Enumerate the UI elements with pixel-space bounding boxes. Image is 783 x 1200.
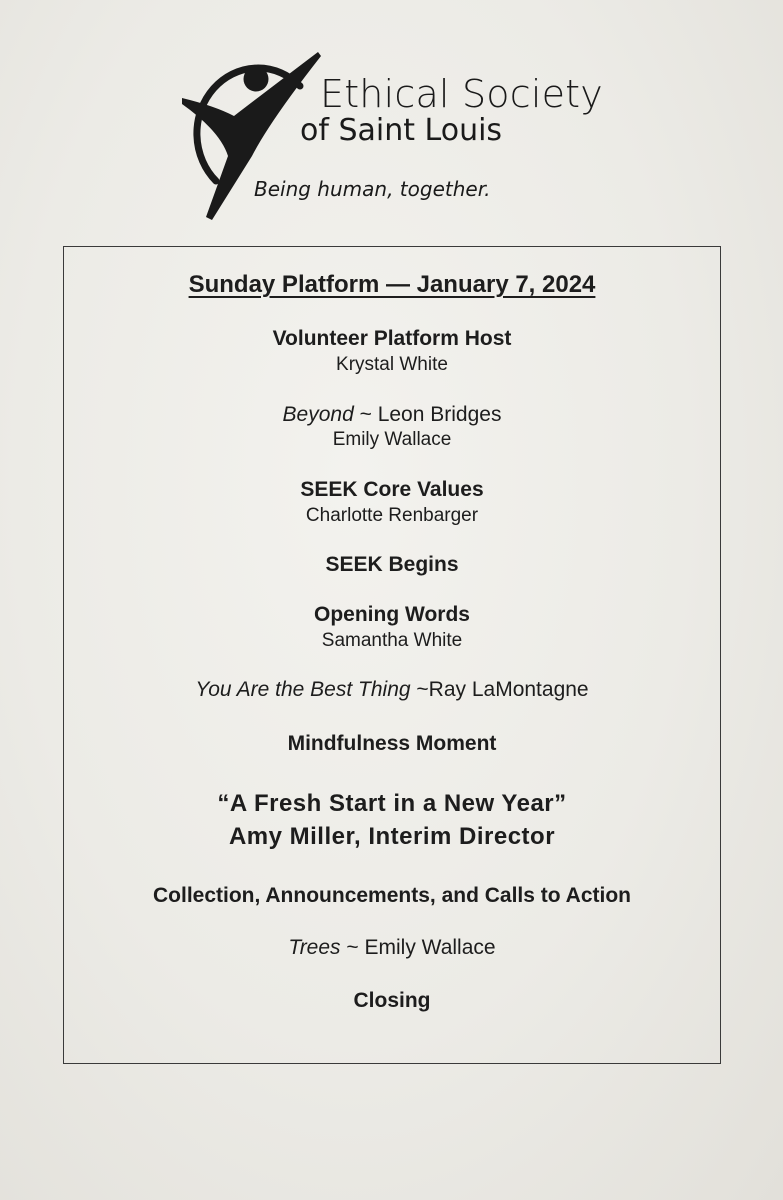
item-heading: Closing — [353, 989, 431, 1012]
org-name: Ethical Society — [320, 72, 603, 116]
item-person: Charlotte Renbarger — [305, 505, 479, 526]
work-title: You Are the Best Thing — [195, 678, 411, 701]
item-heading: Volunteer Platform Host — [272, 327, 512, 350]
item-heading: Opening Words — [314, 603, 470, 626]
artist: Ray LaMontagne — [428, 678, 589, 701]
music-item — [64, 678, 720, 702]
program-title: Sunday Platform — January 7, 2024 — [188, 271, 596, 298]
item-heading: Collection, Announcements, and Calls to Action — [153, 884, 631, 907]
item-person: Emily Wallace — [332, 429, 452, 450]
artist: Leon Bridges — [377, 403, 502, 426]
artist: Emily Wallace — [364, 936, 496, 959]
item-person: Samantha White — [321, 630, 463, 651]
tagline: Being human, together. — [254, 177, 491, 201]
item-heading: Mindfulness Moment — [287, 732, 497, 755]
feature-speaker: Amy Miller, Interim Director — [228, 823, 556, 850]
item-heading: SEEK Core Values — [300, 478, 484, 501]
separator: ~ — [410, 678, 429, 701]
music-item — [64, 403, 720, 427]
item-heading: SEEK Begins — [325, 553, 459, 576]
feature-title: “A Fresh Start in a New Year” — [217, 790, 567, 817]
work-title: Trees — [288, 936, 341, 959]
org-name-subline: of Saint Louis — [300, 113, 503, 148]
item-person: Krystal White — [336, 354, 448, 375]
separator: ~ — [353, 403, 378, 426]
work-title: Beyond — [282, 403, 354, 426]
music-item — [64, 936, 720, 960]
program-box — [63, 246, 721, 1064]
separator: ~ — [340, 936, 365, 959]
